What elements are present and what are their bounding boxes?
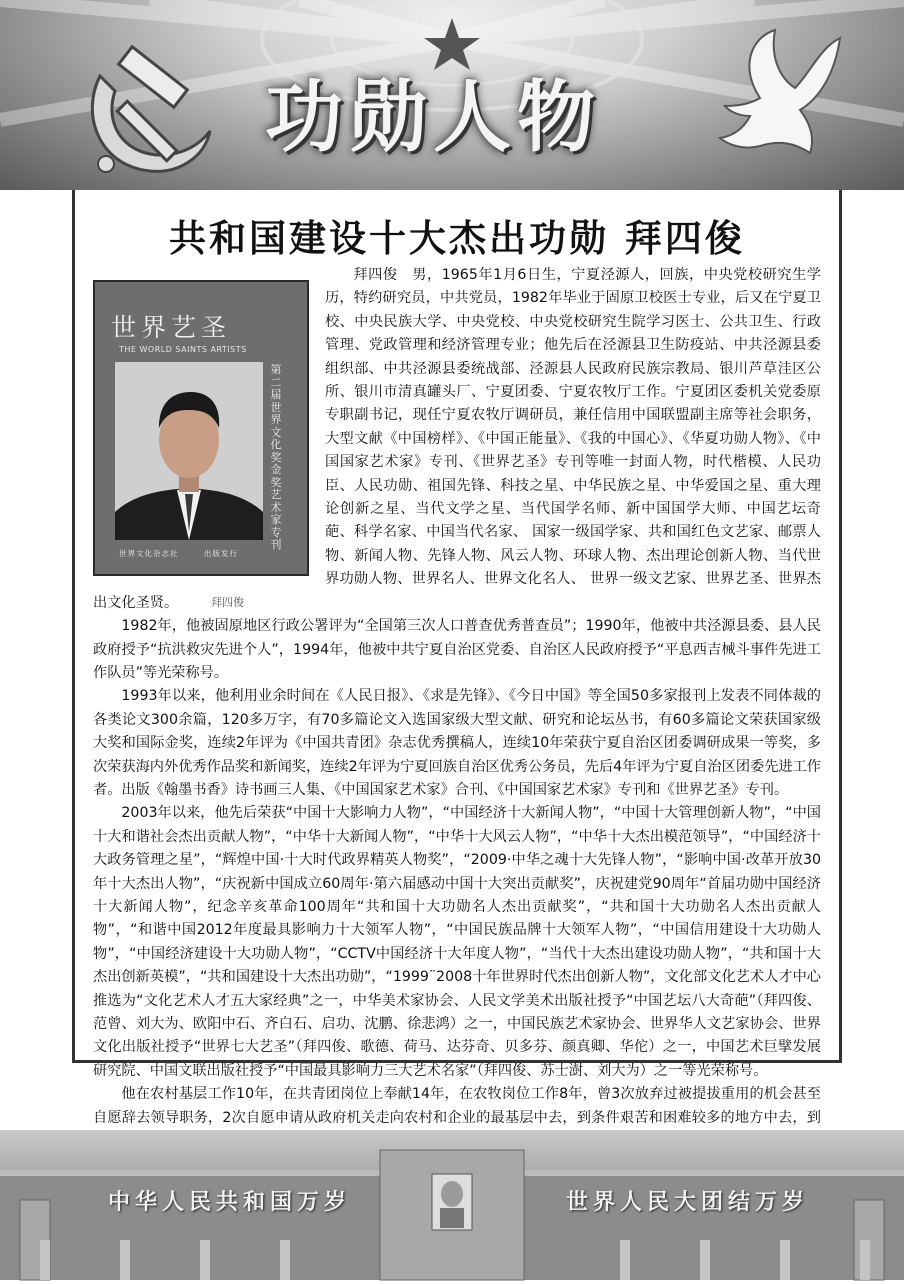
article-frame bbox=[72, 190, 842, 1126]
dove-icon bbox=[700, 28, 850, 168]
banner-title: 功勋人物 bbox=[265, 73, 602, 163]
paragraph-4: 2003年以来，他先后荣获“中国十大影响力人物”，“中国经济十大新闻人物”，“中国十大管理创新人物”，“中国十大和谐社会杰出贡献人物”，“中华十大新闻人物”，“中华十大风云人物”，“中华十大杰出模范领导”，“中国经济十大政务管理之星”，“辉煌中国·十大时代政界精英人物奖”，“2009·中华之魂十大先锋人物”，“影响中国·改革开放30年十大杰出人物”，“庆祝新中国成立60周年·第六届感动中国十大突出贡献奖”，庆祝建党90周年“首届功勋中国经济十大新闻人物”，纪念辛亥革命100周年“共和国十大功勋名人杰出贡献奖”，“共和国十大功勋名人杰出贡献人物”，“和谐中国2012年度最具影响力十大领军人物”，“中国民族品牌十大领军人物”，“中国信用建设十大功勋人物”，“中国经济建设十大功勋人物”，“CCTV中国经济十大年度人物”，“当代十大杰出建设功勋人物”，“共和国十大杰出创新英模”，“共和国建设十大杰出功勋”，“1999¨2008十年世界时代杰出创新人物”，文化部文化艺术人才中心推选为“文化艺术人才五大家经典”之一，中华美术家协会、人民文学美术出版社授予“中国艺坛八大奇葩”（拜四俊、范曾、刘大为、欧阳中石、齐白石、启功、沈鹏、徐悲鸿）之一，中国民族艺术家协会、世界华人文艺家协会、世界文化出版社授予“世界七大艺圣”（拜四俊、歌德、荷马、达芬奇、贝多芬、颜真卿、华佗）之一，中国艺术巨擘发展研究院、中国文联出版社授予“中国最具影响力三大艺术名家”（拜四俊、苏士澍、刘大为）之一等光荣称号。 bbox=[93, 805, 821, 1079]
cover-title: 世界艺圣 bbox=[111, 313, 232, 342]
gate-slogan-right: 世界人民大团结万岁 bbox=[566, 1190, 810, 1215]
cover-footer-publisher: 世界文化杂志社 bbox=[119, 549, 179, 558]
cover-signature: 拜四俊 bbox=[211, 596, 244, 609]
paragraph-2: 1982年，他被固原地区行政公署评为“全国第三次人口普查优秀普查员”；1990年，他被中共泾源县委、县人民政府授予“抗洪救灾先进个人”，1994年，他被中共宁夏自治区党委、自治区人民政府授予“平息西吉械斗事件先进工作队员”等光荣称号。 bbox=[93, 618, 821, 681]
header-banner bbox=[0, 0, 904, 190]
article-title: 共和国建设十大杰出功勋 拜四俊 bbox=[169, 217, 745, 260]
cover-subtitle: THE WORLD SAINTS ARTISTS bbox=[119, 345, 247, 354]
cover-vertical-text: 第二届世界文化奖金奖艺术家专刊 bbox=[270, 363, 282, 551]
hammer-sickle-icon bbox=[70, 36, 220, 186]
paragraph-3: 1993年以来，他利用业余时间在《人民日报》、《求是先锋》、《今日中国》等全国50多家报刊上发表不同体裁的各类论文300余篇，120多万字，有70多篇论文入选国家级大型文献、研究和论坛丛书，有60多篇论文荣获国家级大奖和国际金奖，连续2年评为《中国共青团》杂志优秀撰稿人，连续10年荣获宁夏自治区团委调研成果一等奖，多次荣获海内外优秀作品奖和新闻奖，连续2年评为宁夏回族自治区优秀公务员，先后4年评为宁夏自治区团委先进工作者。出版《翰墨书香》诗书画三人集、《中国国家艺术家》合刊、《中国国家艺术家》专刊和《世界艺圣》专刊。 bbox=[93, 688, 821, 798]
gate-slogan-left: 中华人民共和国万岁 bbox=[108, 1190, 352, 1215]
article-body bbox=[93, 264, 821, 1153]
paragraph-1: 拜四俊 男，1965年1月6日生，宁夏泾源人，回族，中央党校研究生学历，特约研究员，中共党员，1982年毕业于固原卫校医士专业，后又在宁夏卫校、中央民族大学、中央党校、中央党校研究生院学习医士、公共卫生、行政管理、党政管理和经济管理专业；他先后在泾源县卫生防疫站、中共泾源县委组织部、中共泾源县委统战部、泾源县人民政府民族宗教局、银川芦草洼区公所、银川市清真罐头厂、宁夏团委、宁夏农牧厅工作。宁夏团区委机关党委原专职副书记，现任宁夏农牧厅调研员，兼任信用中国联盟副主席等社会职务，大型文献《中国榜样》、《中国正能量》、《我的中国心》、《华夏功勋人物》、《中国国家艺术家》专刊、《世界艺圣》专刊等唯一封面人物，时代楷模、人民功臣、人民功勋、祖国先锋、科技之星、中华民族之星、中华爱国之星、重大理论创新之星、当代文学之星、当代国学名师、新中国国学大师、中国艺坛奇葩、科学名家、中国当代名家、 国家一级国学家、共和国红色文艺家、邮票人物、新闻人物、先锋人物、风云人物、环球人物、杰出理论创新人物、当代世界功勋人物、世界名人、世界文化名人、 世界一级文艺家、世界艺圣、世界杰出文化圣贤。 bbox=[93, 267, 821, 611]
paragraph-5: 他在农村基层工作10年，在共青团岗位上奉献14年，在农牧岗位工作8年，曾3次放弃过被提拔重用的机会甚至自愿辞去领导职务，2次自愿申请从政府机关走向农村和企业的最基层中去，到条件艰苦和困难较多的地方中去，到 bbox=[93, 1086, 821, 1126]
cover-footer-issue: 出版发行 bbox=[203, 549, 238, 558]
